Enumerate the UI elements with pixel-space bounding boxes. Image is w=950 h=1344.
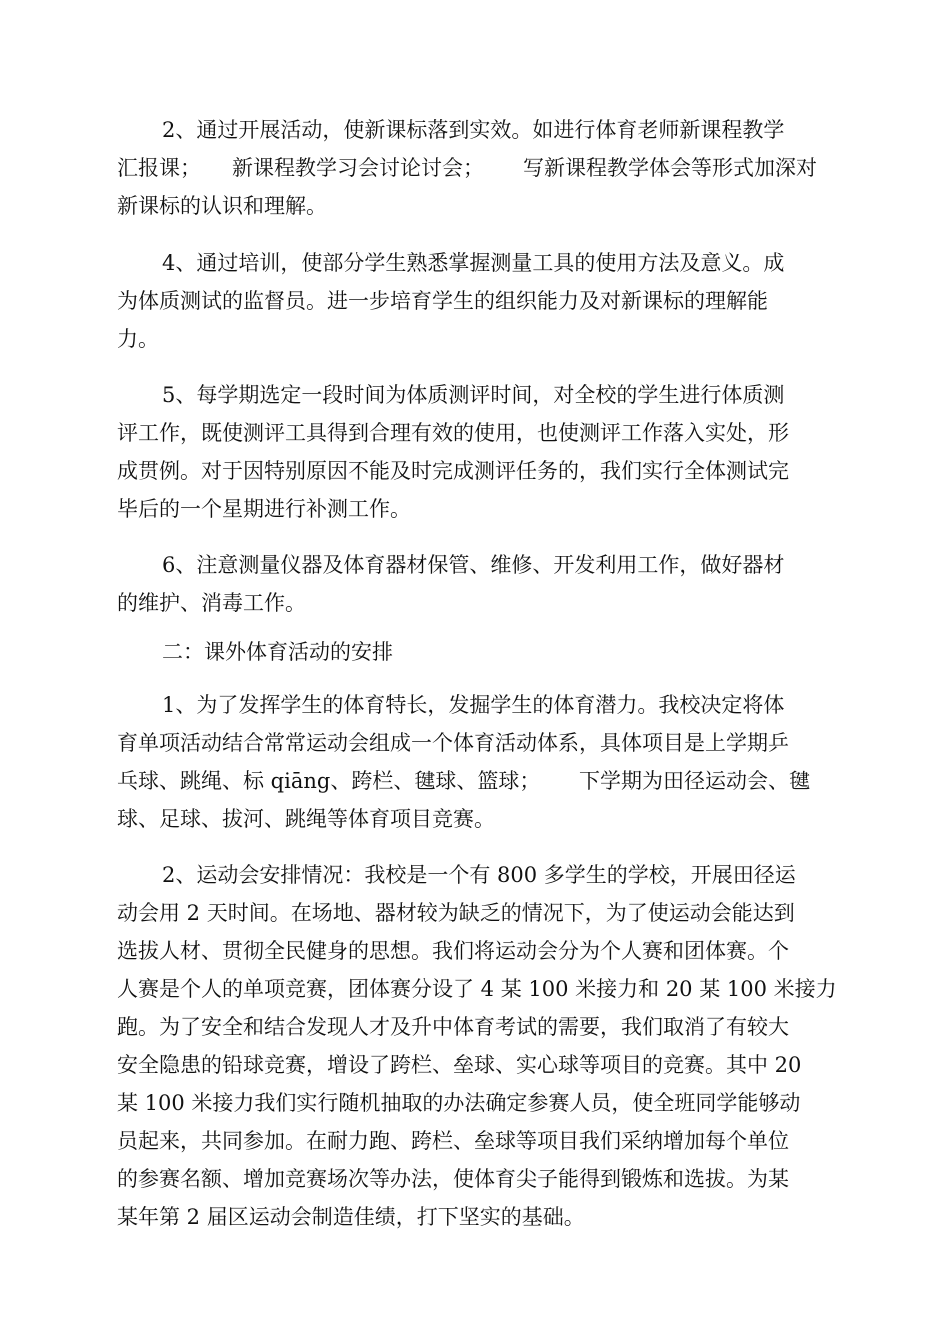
text-line: 某年第 2 届区运动会制造佳绩，打下坚实的基础。: [117, 1205, 585, 1229]
text-line: 球、足球、拔河、跳绳等体育项目竞赛。: [117, 807, 495, 831]
text-line: 1、为了发挥学生的体育特长，发掘学生的体育潜力。我校决定将体: [162, 693, 785, 717]
text-line: 的维护、消毒工作。: [117, 591, 306, 615]
text-line: 6、注意测量仪器及体育器材保管、维修、开发利用工作，做好器材: [162, 553, 785, 577]
text-line: 某 100 米接力我们实行随机抽取的办法确定参赛人员，使全班同学能够动: [117, 1091, 801, 1115]
text-line: 员起来，共同参加。在耐力跑、跨栏、垒球等项目我们采纳增加每个单位: [117, 1129, 789, 1153]
text-line: 选拔人材、贯彻全民健身的思想。我们将运动会分为个人赛和团体赛。个: [117, 939, 789, 963]
text-line: 安全隐患的铅球竞赛，增设了跨栏、垒球、实心球等项目的竞赛。其中 20: [117, 1053, 802, 1077]
text-line: 汇报课； 新课程教学习会讨论讨会； 写新课程教学体会等形式加深对: [117, 156, 817, 180]
text-line: 新课标的认识和理解。: [117, 194, 327, 218]
text-line: 2、运动会安排情况：我校是一个有 800 多学生的学校，开展田径运: [162, 863, 796, 887]
text-line: 二：课外体育活动的安排: [162, 640, 393, 664]
text-line: 评工作，既使测评工具得到合理有效的使用，也使测评工作落入实处，形: [117, 421, 789, 445]
text-line: 乓球、跳绳、标 qiāng、跨栏、毽球、篮球； 下学期为田径运动会、毽: [117, 769, 810, 793]
text-line: 育单项活动结合常常运动会组成一个体育活动体系，具体项目是上学期乒: [117, 731, 789, 755]
text-line: 4、通过培训，使部分学生熟悉掌握测量工具的使用方法及意义。成: [162, 251, 785, 275]
text-line: 力。: [117, 327, 159, 351]
text-line: 动会用 2 天时间。在场地、器材较为缺乏的情况下，为了使运动会能达到: [117, 901, 795, 925]
text-line: 毕后的一个星期进行补测工作。: [117, 497, 411, 521]
text-line: 跑。为了安全和结合发现人才及升中体育考试的需要，我们取消了有较大: [117, 1015, 789, 1039]
text-line: 人赛是个人的单项竞赛，团体赛分设了 4 某 100 米接力和 20 某 100 米接力: [117, 977, 837, 1001]
text-line: 的参赛名额、增加竞赛场次等办法，使体育尖子能得到锻炼和选拔。为某: [117, 1167, 789, 1191]
text-line: 成贯例。对于因特别原因不能及时完成测评任务的，我们实行全体测试完: [117, 459, 789, 483]
text-line: 2、通过开展活动，使新课标落到实效。如进行体育老师新课程教学: [162, 118, 785, 142]
text-line: 5、每学期选定一段时间为体质测评时间，对全校的学生进行体质测: [162, 383, 785, 407]
text-line: 为体质测试的监督员。进一步培育学生的组织能力及对新课标的理解能: [117, 289, 768, 313]
